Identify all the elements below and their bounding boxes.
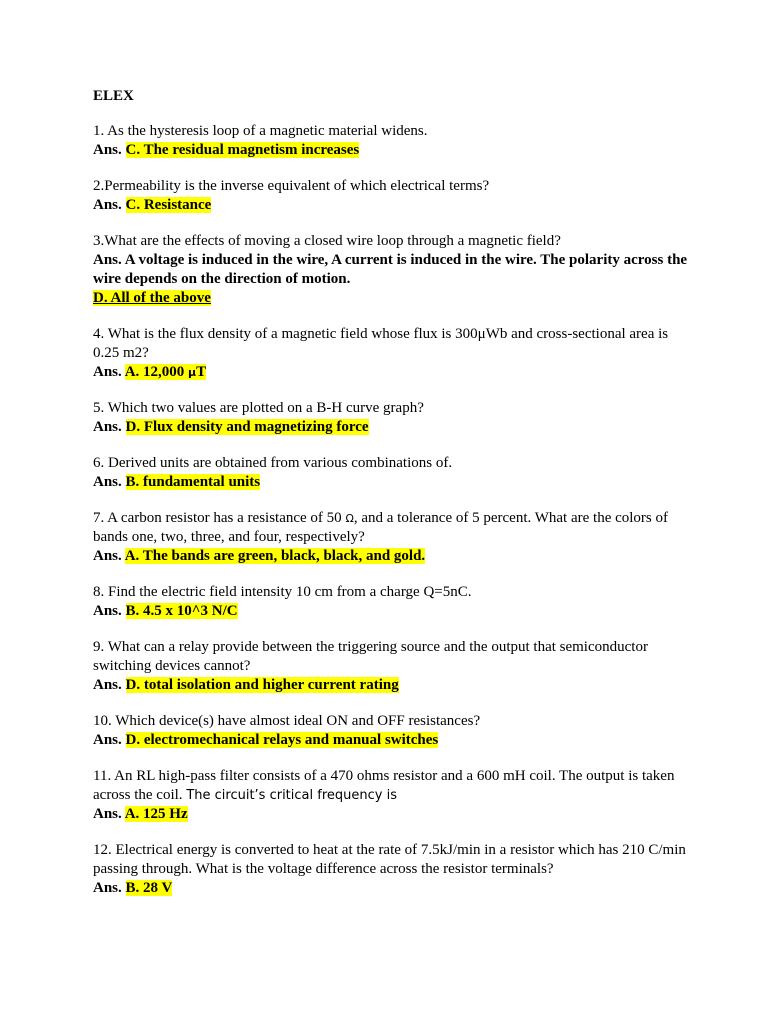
answer-choice-line [93,289,693,308]
answer-value: A. 12,000 [124,364,189,380]
document-title: ELEX [93,88,134,104]
answer-line [93,141,693,160]
answer-line [93,547,693,566]
question-text-part: The circuit’s critical frequency is [186,788,397,803]
answer-highlight: B. 28 V [125,880,173,896]
answer-highlight: C. Resistance [125,197,212,213]
document-page [93,86,693,915]
answer-prefix: Ans. [93,548,125,564]
question-block-7 [93,509,693,566]
answer-prefix: Ans. [93,364,125,380]
question-block-8 [93,583,693,621]
answer-highlight: D. electromechanical relays and manual switches [125,732,439,748]
answer-highlight: A. The bands are green, black, black, and gold. [124,548,426,564]
answer-prefix: Ans. [93,474,126,490]
answer-prefix: Ans. [93,806,125,822]
answer-prefix: Ans. [93,732,126,748]
question-block-12 [93,841,693,898]
answer-highlight: D. total isolation and higher current rating [125,677,399,693]
question-text: 3.What are the effects of moving a closed wire loop through a magnetic field? [93,233,561,249]
question-text: 6. Derived units are obtained from various combinations of. [93,455,453,471]
answer-unit: T [196,364,207,380]
answer-line [93,363,693,382]
answer-line [93,676,693,695]
question-text: 8. Find the electric field intensity 10 cm from a charge Q=5nC. [93,584,472,600]
question-block-1 [93,122,693,160]
answer-line [93,196,693,215]
answer-highlight [125,364,206,380]
question-text: 9. What can a relay provide between the triggering source and the output that semiconductor switching devices cannot? [93,639,648,674]
question-block-3 [93,232,693,308]
question-block-2 [93,177,693,215]
answer-highlight: B. 4.5 x 10^3 N/C [125,603,238,619]
answer-highlight: A. 125 Hz [124,806,188,822]
question-block-4 [93,325,693,382]
question-text: 4. What is the flux density of a magnetic field whose flux is 300μWb and cross-sectional area is 0.25 m2? [93,326,669,361]
answer-highlight: D. All of the above [93,290,211,306]
answer-line [93,418,693,437]
question-text [93,767,693,805]
question-text: 5. Which two values are plotted on a B-H curve graph? [93,400,424,416]
answer-highlight: C. The residual magnetism increases [125,142,360,158]
question-text: 2.Permeability is the inverse equivalent of which electrical terms? [93,178,490,194]
question-text [93,509,693,547]
ohm-symbol: Ω [345,512,354,525]
question-block-11 [93,767,693,824]
answer-line [93,879,693,898]
answer-prefix: Ans. [93,880,126,896]
answer-line [93,251,693,289]
answer-line [93,731,693,750]
answer-highlight: B. fundamental units [125,474,261,490]
answer-line [93,805,693,824]
question-text: 12. Electrical energy is converted to heat at the rate of 7.5kJ/min in a resistor which has 210 C/min passing through. What is the voltage difference across the resistor terminals? [93,842,686,877]
question-text: 10. Which device(s) have almost ideal ON and OFF resistances? [93,713,481,729]
answer-prefix: Ans. [93,142,126,158]
question-text-part: 7. A carbon resistor has a resistance of 50 [93,510,346,526]
answer-line [93,473,693,492]
question-text-part: 11. An RL high-pass filter consists of a 470 ohms resistor and a 600 mH coil. The output is taken across the coil. [93,768,675,803]
question-block-6 [93,454,693,492]
answer-prefix: Ans. [93,197,126,213]
question-block-5 [93,399,693,437]
answer-line [93,602,693,621]
question-block-10 [93,712,693,750]
answer-prefix: Ans. [93,677,126,693]
question-text-part: , and a tolerance of 5 percent. What are the colors of bands one, two, three, and four, respectively? [93,510,669,545]
micro-symbol: μ [188,366,197,379]
question-block-9 [93,638,693,695]
answer-explanation: A voltage is induced in the wire, A current is induced in the wire. The polarity across the wire depends on the direction of motion. [93,252,688,287]
answer-prefix: Ans. [93,252,125,268]
answer-prefix: Ans. [93,419,126,435]
answer-highlight: D. Flux density and magnetizing force [125,419,369,435]
answer-prefix: Ans. [93,603,126,619]
question-text: 1. As the hysteresis loop of a magnetic material widens. [93,123,428,139]
